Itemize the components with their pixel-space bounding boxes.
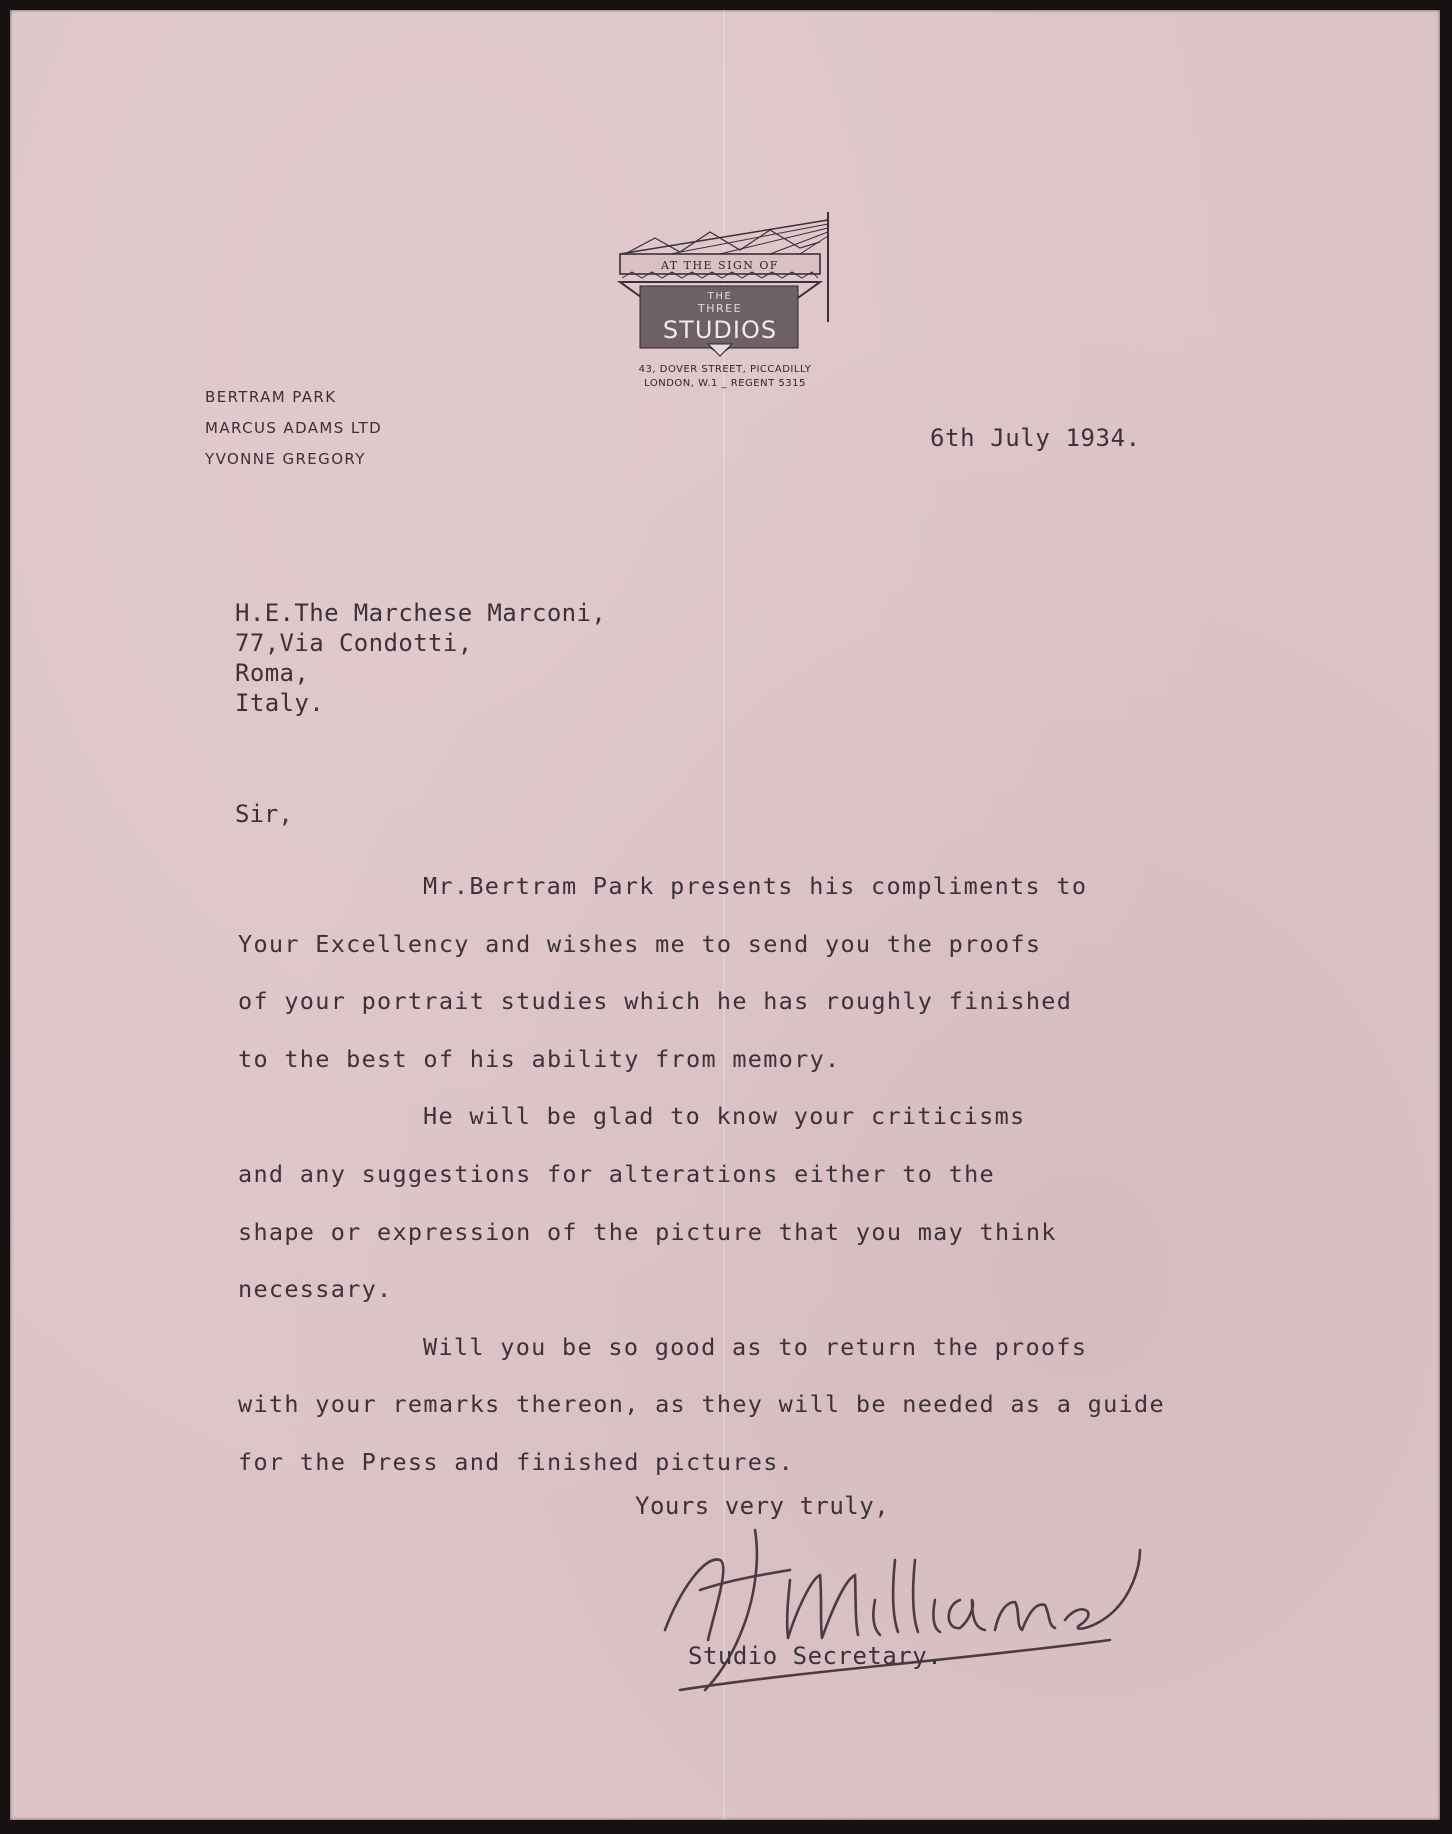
signature-drawing <box>660 1520 1250 1700</box>
letterhead-name-marcus-adams: MARCUS ADAMS LTD <box>205 419 383 437</box>
studio-address-line1: 43, DOVER STREET, PICCADILLY <box>638 364 812 375</box>
body-line: necessary. <box>238 1275 393 1304</box>
signature-text: H.J.Williams <box>660 1520 666 1521</box>
letter-date: 6th July 1934. <box>930 424 1141 452</box>
body-line: He will be glad to know your criticisms <box>423 1102 1026 1131</box>
body-line: shape or expression of the picture that you may think <box>238 1217 1057 1246</box>
body-line: and any suggestions for alterations either to the <box>238 1159 995 1188</box>
recipient-line: Roma, <box>235 659 310 687</box>
body-line: to the best of his ability from memory. <box>238 1044 841 1073</box>
salutation: Sir, <box>235 800 293 828</box>
body-line: Will you be so good as to return the proofs <box>423 1332 1088 1361</box>
letter-body <box>238 858 1165 1492</box>
signer-title: Studio Secretary. <box>688 1642 943 1670</box>
letter-page <box>10 10 1440 1820</box>
logo-the-text: THE <box>707 291 733 302</box>
studio-address-line2: LONDON, W.1 _ REGENT 5315 <box>644 378 806 389</box>
letterhead-studio-names <box>205 382 382 475</box>
logo-top-text: AT THE SIGN OF <box>660 259 780 272</box>
recipient-line: Italy. <box>235 689 325 717</box>
recipient-address <box>235 598 606 718</box>
recipient-line: 77,Via Condotti, <box>235 629 473 657</box>
body-line: with your remarks thereon, as they will be needed as a guide <box>238 1390 1165 1419</box>
body-line: Your Excellency and wishes me to send you the proofs <box>238 929 1042 958</box>
handwritten-signature <box>660 1520 1250 1700</box>
closing: Yours very truly, <box>635 1492 890 1520</box>
body-line: Mr.Bertram Park presents his compliments to <box>423 872 1088 900</box>
three-studios-logo-emblem <box>610 202 840 392</box>
three-studios-logo <box>610 202 840 392</box>
logo-studios-text: STUDIOS <box>662 316 778 344</box>
body-line: for the Press and finished pictures. <box>238 1447 795 1476</box>
logo-three-text: THREE <box>697 302 743 315</box>
recipient-line: H.E.The Marchese Marconi, <box>235 599 607 627</box>
letterhead-name-bertram-park: BERTRAM PARK <box>205 388 337 406</box>
body-line: of your portrait studies which he has roughly finished <box>238 987 1073 1016</box>
letterhead-name-yvonne-gregory: YVONNE GREGORY <box>205 450 366 468</box>
